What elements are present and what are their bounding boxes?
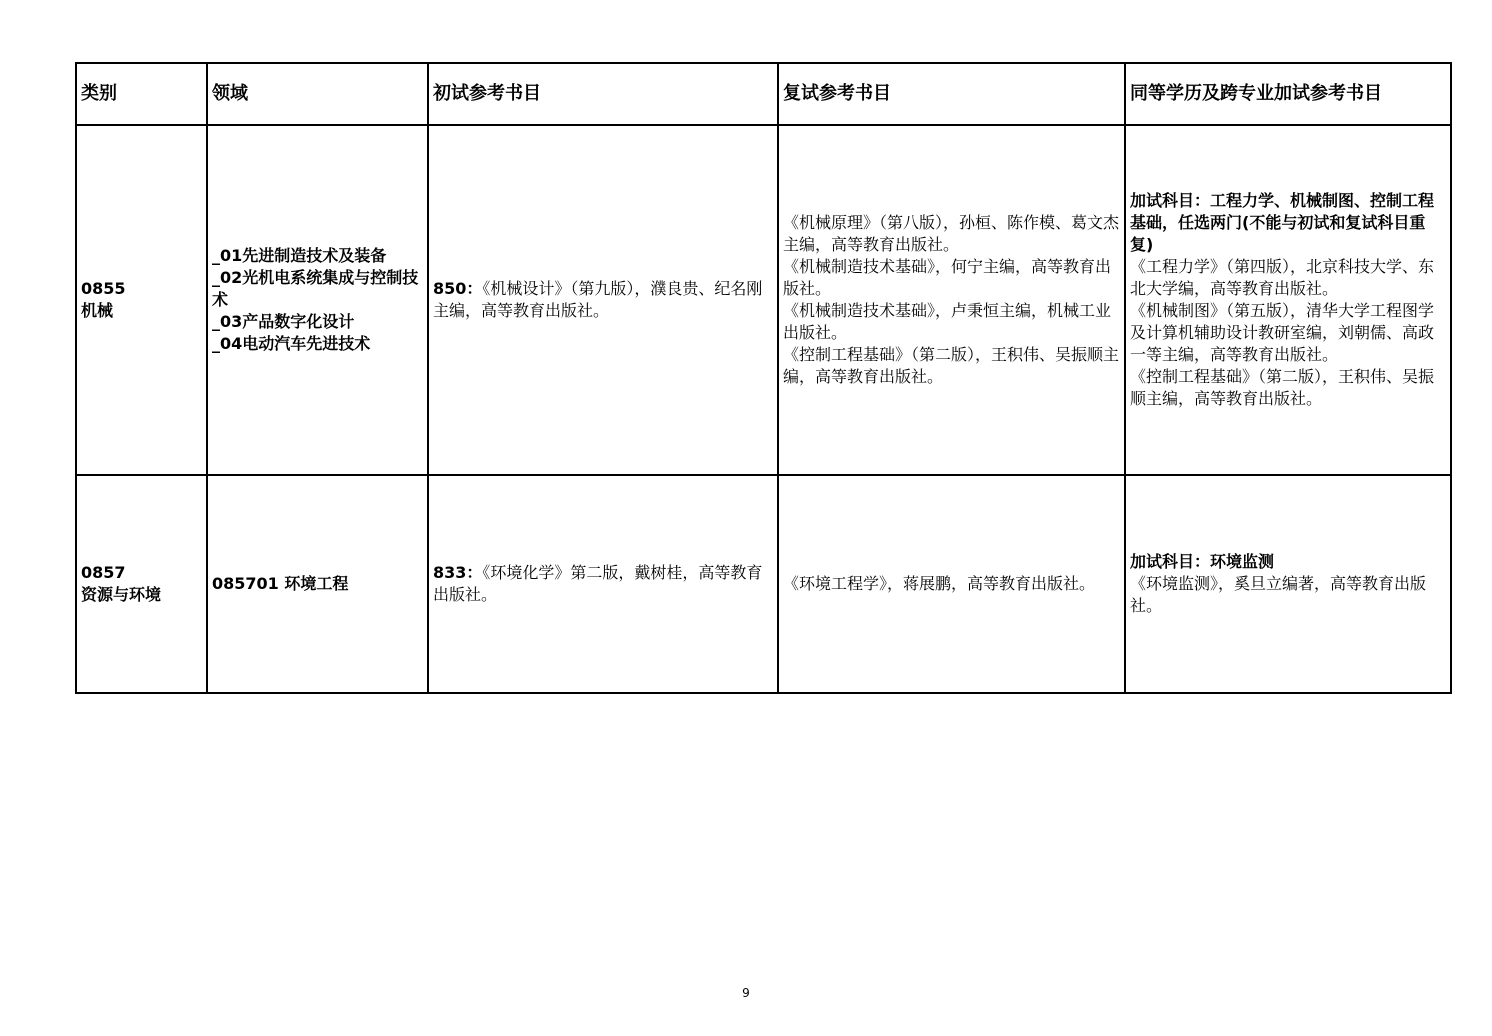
retest-book: 《控制工程基础》（第二版），王积伟、吴振顺主编，高等教育出版社。 <box>783 345 1120 386</box>
field-item: _03产品数字化设计 <box>212 312 355 331</box>
header-initial-books: 初试参考书目 <box>428 63 778 125</box>
category-cell <box>76 475 207 693</box>
table-header-row <box>76 63 1451 125</box>
category-name: 资源与环境 <box>81 585 162 604</box>
field-item: _02光机电系统集成与控制技术 <box>212 268 419 309</box>
retest-book: 《机械原理》（第八版），孙桓、陈作模、葛文杰主编，高等教育出版社。 <box>783 213 1120 254</box>
extra-books-cell <box>1125 125 1451 475</box>
field-item: _01先进制造技术及装备 <box>212 246 387 265</box>
field-item: 085701 环境工程 <box>212 574 349 593</box>
exam-code: 833： <box>433 563 483 582</box>
field-cell <box>207 125 428 475</box>
reference-book-table <box>75 62 1452 694</box>
extra-book: 《控制工程基础》（第二版），王积伟、吴振顺主编，高等教育出版社。 <box>1130 367 1435 408</box>
initial-books-cell <box>428 475 778 693</box>
retest-book: 《机械制造技术基础》，卢秉恒主编，机械工业出版社。 <box>783 301 1112 342</box>
extra-book: 《机械制图》（第五版），清华大学工程图学及计算机辅助设计教研室编，刘朝儒、高政一等主编，高等教育出版社。 <box>1130 301 1435 364</box>
header-field: 领域 <box>207 63 428 125</box>
retest-books-cell <box>778 475 1125 693</box>
extra-subject-heading: 加试科目：环境监测 <box>1130 552 1275 571</box>
extra-books-cell <box>1125 475 1451 693</box>
extra-book: 《工程力学》（第四版），北京科技大学、东北大学编，高等教育出版社。 <box>1130 257 1435 298</box>
retest-books-cell <box>778 125 1125 475</box>
table-row <box>76 475 1451 693</box>
header-extra-books: 同等学历及跨专业加试参考书目 <box>1125 63 1451 125</box>
header-retest-books: 复试参考书目 <box>778 63 1125 125</box>
retest-book: 《机械制造技术基础》，何宁主编，高等教育出版社。 <box>783 257 1112 298</box>
initial-books-cell <box>428 125 778 475</box>
field-cell <box>207 475 428 693</box>
retest-book: 《环境工程学》，蒋展鹏，高等教育出版社。 <box>783 574 1096 593</box>
category-name: 机械 <box>81 301 114 320</box>
initial-book: 《机械设计》（第九版），濮良贵、纪名刚主编，高等教育出版社。 <box>433 279 763 320</box>
category-code: 0857 <box>81 563 126 582</box>
category-cell <box>76 125 207 475</box>
table-row <box>76 125 1451 475</box>
header-category: 类别 <box>76 63 207 125</box>
page-number: 9 <box>742 986 750 1000</box>
extra-subject-heading: 加试科目：工程力学、机械制图、控制工程基础，任选两门(不能与初试和复试科目重复) <box>1130 191 1435 254</box>
category-code: 0855 <box>81 279 126 298</box>
initial-book: 《环境化学》第二版，戴树桂，高等教育出版社。 <box>433 563 763 604</box>
extra-book: 《环境监测》，奚旦立编著，高等教育出版社。 <box>1130 574 1427 615</box>
exam-code: 850： <box>433 279 483 298</box>
field-item: _04电动汽车先进技术 <box>212 334 371 353</box>
